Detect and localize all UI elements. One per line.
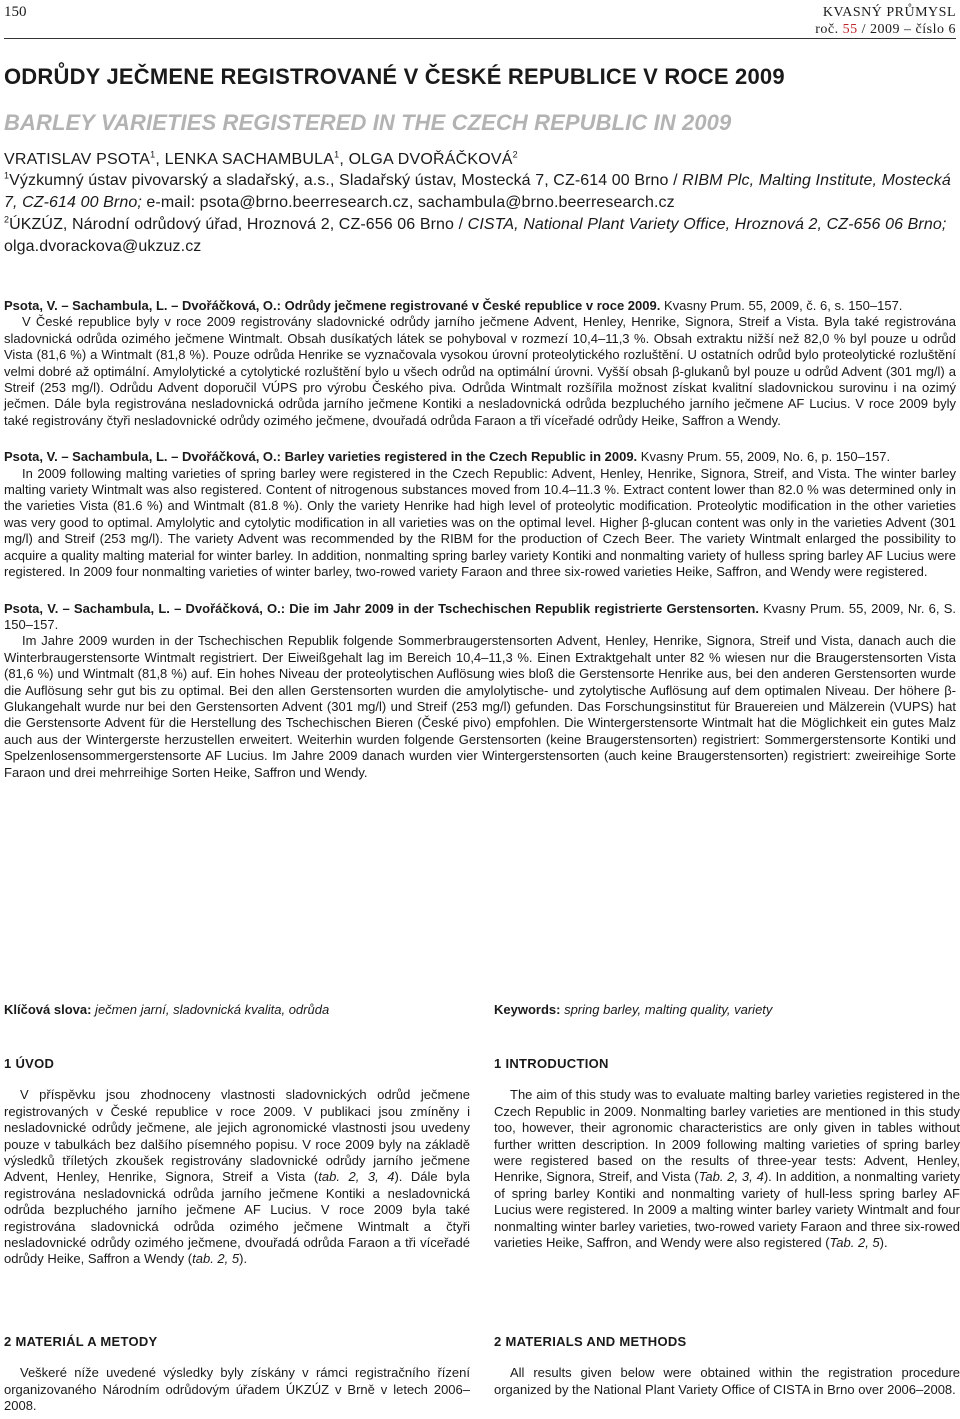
citation-english: Psota, V. – Sachambula, L. – Dvořáčková, O.: Barley varieties registered in the Czech Republic in 2009. Kvasny Prum. 55, 2009, No. 6, p. 150–157. (4, 449, 891, 465)
affiliation-1: $^1$Výzkumný ústav pivovarský a sladařský, a.s., Sladařský ústav, Mostecká 7, CZ-614 00 Brno / RIBM Plc, Malting Institute, Mostecká 7, CZ-614 00 Brno; e-mail: psota@brno.beerresearch.cz, sachambula@brno.beerresearch.cz (4, 170, 951, 211)
section-1-czech (4, 1056, 470, 1268)
citation-czech: Psota, V. – Sachambula, L. – Dvořáčková, O.: Odrůdy ječmene registrované v České republice v roce 2009. Kvasny Prum. 55, 2009, č. 6, s. 150–157. (4, 298, 903, 313)
citation-german: Psota, V. – Sachambula, L. – Dvořáčková, O.: Die im Jahr 2009 in der Tschechischen Republik registrierte Gerstensorten. Kvasny Prum. 55, 2009, Nr. 6, S. 150–157. (4, 600, 956, 632)
abstract-czech (4, 298, 956, 429)
heading-uvod: 1 ÚVOD (4, 1056, 55, 1071)
title-czech: ODRŮDY JEČMENE REGISTROVANÉ V ČESKÉ REPUBLICE V ROCE 2009 (4, 64, 785, 89)
affiliation-2: $^2$ÚKZÚZ, Národní odrůdový úřad, Hroznová 2, CZ-656 06 Brno / CISTA, National Plant Variety Office, Hroznová 2, CZ-656 06 Brno; olga.dvorackova@ukzuz.cz (4, 214, 947, 255)
keywords-czech: Klíčová slova: ječmen jarní, sladovnická kvalita, odrůda (4, 1002, 330, 1017)
journal-name: KVASNÝ PRŮMYSL (822, 5, 956, 20)
page-number: 150 (4, 4, 27, 20)
section-2-english (494, 1334, 960, 1398)
title-english: BARLEY VARIETIES REGISTERED IN THE CZECH REPUBLIC IN 2009 (4, 110, 732, 135)
header-rule (4, 38, 956, 39)
abstract-czech-text: V České republice byly v roce 2009 registrovány sladovnické odrůdy jarního ječmene Advent, Henley, Henrike, Signora, Streif a Vista. Byla také registrována sladovnická odrůda ozimého ječmene Wintmalt. Obsah dusíkatých látek se pohyboval v rozmezí 10,4–11,3 %. Obsah extraktu nižší než 82,0 % byl pouze u odrůd Vista (81,6 %) a Wintmalt (81,8 %). Pouze odrůda Henrike se vyznačovala vysokou úrovní proteolytického rozluštění. U ostatních odrůd bylo proteolytické rozluštění velmi dobré až optimální. Amylolytické a cytolytické rozluštění bylo u všech odrůd na optimální úrovni. Vyšší obsah β-glukanů byl pouze u odrůd Advent (301 mg/l) a Streif (253 mg/l). Odrůdu Advent doporučil VÚPS pro výrobu Českého piva. Odrůda Wintmalt rozšířila možnost získat kvalitní sladovnickou surovinu i na ozimý ječmen. Dále byla registrována nesladovnická odrůda jarního ječmene Kontiki a nesladovnická odrůda bezpluchého jarního ječmene AF Lucius. V roce 2009 byly také registrovány čtyři nesladovnické odrůdy ozimého ječmene, dvouřadá odrůda Faraon a tři víceřadé odrůdy Heike, Saffron a Wendy. (4, 314, 956, 428)
heading-introduction: 1 INTRODUCTION (494, 1056, 609, 1071)
journal-volume: roč. 55 / 2009 – číslo 6 (815, 22, 956, 37)
uvod-text: V příspěvku jsou zhodnoceny vlastnosti sladovnických odrůd ječmene registrovaných v České republice v roce 2009. V publikaci jsou zmíněny i nesladovnické odrůdy ječmene, ale jejich agronomické vlastnosti jsou uvedeny pouze v tabulkách bez dalšího písemného popisu. V roce 2009 byly na základě výsledků tříletých zkoušek registrovány sladovnické odrůdy jarního ječmene Advent, Henley, Henrike, Signora, Streif a Vista (tab. 2, 3, 4). Dále byla registrována nesladovnická odrůda jarního ječmene Kontiki a nesladovnická odrůda bezpluchého jarního ječmene AF Lucius. V roce 2009 byla také registrována sladovnická odrůda ozimého ječmene Wintmalt a čtyři nesladovnické odrůdy ozimého ječmene, dvouřadá odrůda Faraon a tři víceřadé odrůdy Heike, Saffron a Wendy (tab. 2, 5). (4, 1087, 471, 1267)
heading-material-a-metody: 2 MATERIÁL A METODY (4, 1334, 158, 1349)
abstract-english-text: In 2009 following malting varieties of spring barley were registered in the Czech Republic: Advent, Henley, Henrike, Signora, Streif, and Vista. The winter barley malting variety Wintmalt was also registered. Content of nitrogenous substances moved from 10.4–11.3 %. Extract content lower than 82.0 % was determined only in the varieties Vista (81.6 %) and Wintmalt (81.8 %). Only the variety Henrike had high level of proteolytic modification. Proteolytic modification in the other varieties was very good to optimal. Amylolytic and cytolytic modification in all varieties was on the optimal level. Higher β-glucan content was only in the varieties Advent (301 mg/l) and Streif (253 mg/l). The variety Advent was recommended by the RIBM for the production of Czech Beer. The variety Wintmalt enlarged the possibility to acquire a quality malting material for winter barley. In addition, nonmalting spring barley variety Kontiki and nonmalting variety of hulless spring barley AF Lucius were registered. In 2009 four nonmalting varieties of winter barley, two-rowed variety Faraon and three six-rowed varieties Heike, Saffron, and Wendy were registered. (4, 465, 956, 580)
abstract-german (4, 601, 956, 781)
running-header (4, 0, 956, 40)
materials-and-methods-text: All results given below were obtained within the registration procedure organized by the National Plant Variety Office of CISTA in Brno over 2006–2008. (494, 1365, 960, 1397)
journal-info (815, 4, 956, 38)
authors: VRATISLAV PSOTA$^1$, LENKA SACHAMBULA$^1$, OLGA DVOŘÁČKOVÁ$^2$ (4, 149, 518, 168)
introduction-text: The aim of this study was to evaluate malting barley varieties registered in the Czech Republic in 2009. Nonmalting barley varieties are mentioned in this study too, however, their agronomic characteristics are only given in tables without further written description. In 2009 following malting varieties of spring barley were registered based on the results of three-year tests: Advent, Henley, Henrike, Signora, Streif, and Vista (Tab. 2, 3, 4). In addition, a nonmalting variety of spring barley Kontiki and nonmalting variety of hull-less spring barley AF Lucius were registered. In 2009 a malting winter barley variety Wintmalt and four nonmalting winter barley varieties, two-rowed variety Faraon and three six-rowed varieties Heike, Saffron, and Wendy were also registered (Tab. 2, 5). (494, 1087, 960, 1251)
section-1-english (494, 1056, 960, 1251)
abstract-german-text: Im Jahre 2009 wurden in der Tschechischen Republik folgende Sommerbraugerstensorten Advent, Henley, Henrike, Signora, Streif und Vista, danach auch die Winterbraugerstensorte Wintmalt registriert. Der Eiweißgehalt lag im Bereich 10,4–11,3 %. Einen Extraktgehalt unter 82 % wiesen nur die Braugerstensorten Vista (81,6 %) und Wintmalt (81,8 %) auf. Ein hohes Niveau der proteolytischen Auflösung wies bloß die Gerstensorte Henrike aus, bei den anderen Gerstensorten wurde die Auflösung sehr gut bis zu optimal. Bei den allen Gerstensorten wurden die amylolytische- und zytolytische Auflösung auf dem optimalen Niveau. Der höhere β-Glukangehalt wurde nur bei den Gerstensorten Advent (301 mg/l) und Streif (253 mg/l) gefunden. Das Forschungsinstitut für Brauereien und Mälzerein (VUPS) hat die Gerstensorte Advent für die Herstellung des Tschechischen Bieren (České pivo) empfohlen. Die Wintergerstensorte Wintmalt hat die Möglichkeit ein gutes Malz auch aus der Wintergerste herzustellen erweitert. Weiterhin wurden folgende Gerstensorten (keine Braugerstensorten) registriert: Sommergerstensorte Kontiki und Spelzenlosensommergerstensorte AF Lucius. Im Jahre 2009 danach wurden vier Wintergerstensorten (auch keine Braugerstensorten) registriert: zweireihige Sorte Faraon und drei mehrreihige Sorten Heike, Saffron und Wendy. (4, 633, 956, 780)
section-2-czech (4, 1334, 470, 1415)
material-a-metody-text: Veškeré níže uvedené výsledky byly získány v rámci registračního řízení organizovaného Národním odrůdovým úřadem ÚKZÚZ v Brně v letech 2006–2008. (4, 1365, 470, 1414)
abstract-english (4, 449, 956, 580)
keywords-english: Keywords: spring barley, malting quality, variety (494, 1002, 773, 1017)
heading-materials-and-methods: 2 MATERIALS AND METHODS (494, 1334, 687, 1349)
page (4, 0, 956, 781)
